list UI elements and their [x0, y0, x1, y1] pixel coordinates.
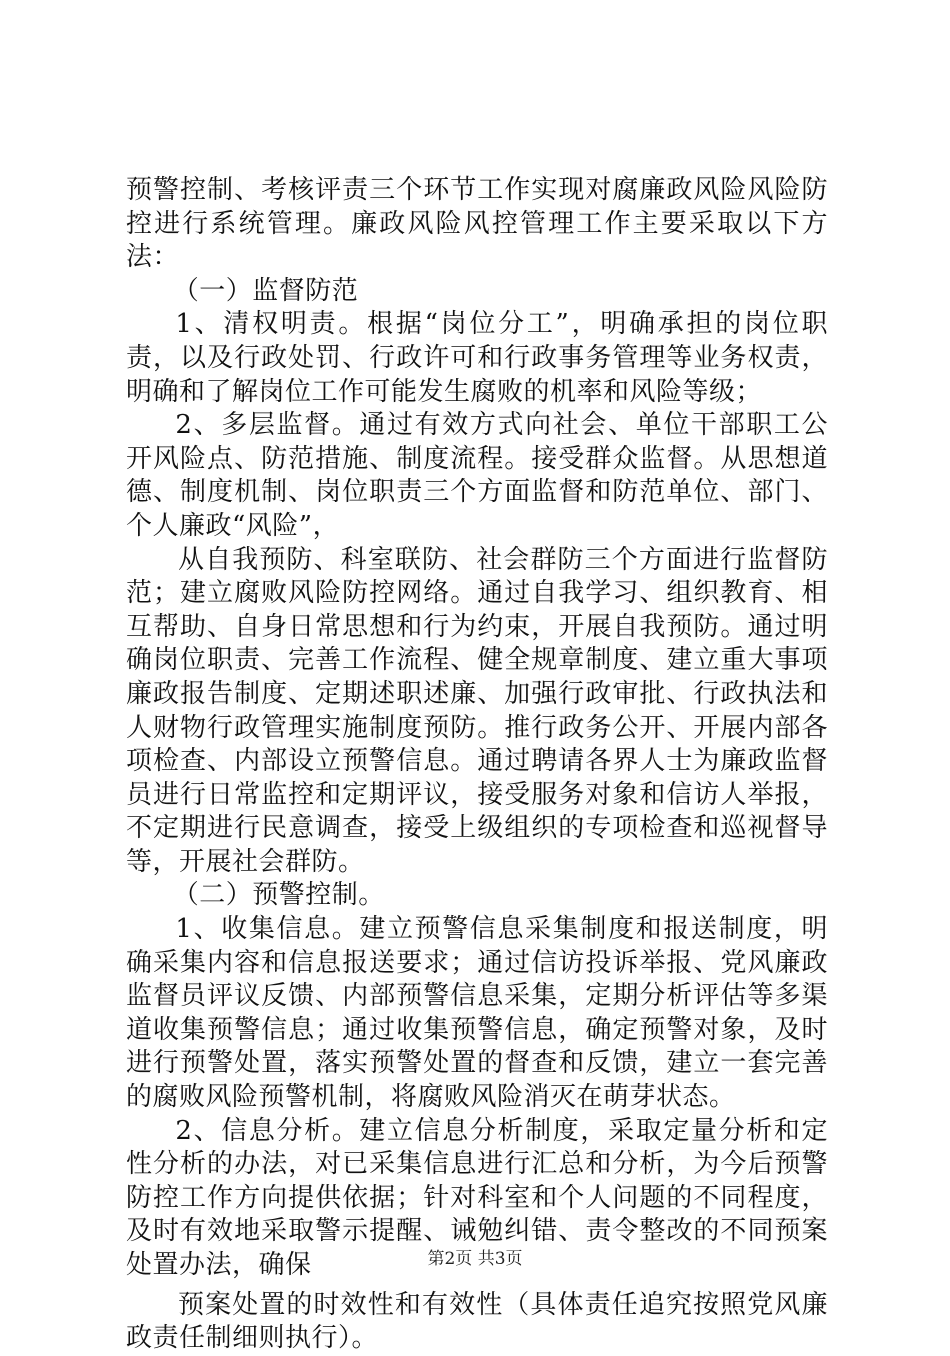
paragraph-clarify-duties: 1、清权明责。根据“岗位分工”，明确承担的岗位职责，以及行政处罚、行政许可和行政事务管理等业务权责，明确和了解岗位工作可能发生腐败的机率和风险等级；	[126, 309, 828, 407]
page-footer	[0, 1244, 950, 1269]
paragraph-prevention-network: 从自我预防、科室联防、社会群防三个方面进行监督防范；建立腐败风险防控网络。通过自我学习、组织教育、相互帮助、自身日常思想和行为约束，开展自我预防。通过明确岗位职责、完善工作流程、健全规章制度、建立重大事项廉政报告制度、定期述职述廉、加强行政审批、行政执法和人财物行政管理实施制度预防。推行政务公开、开展内部各项检查、内部设立预警信息。通过聘请各界人士为廉政监督员进行日常监控和定期评议，接受服务对象和信访人举报，不定期进行民意调查，接受上级组织的专项检查和巡视督导等，开展社会群防。	[126, 544, 828, 877]
page-number: 第2页 共3页	[427, 1249, 523, 1269]
paragraph-multi-level-supervision: 2、多层监督。通过有效方式向社会、单位干部职工公开风险点、防范措施、制度流程。接受群众监督。从思想道德、制度机制、岗位职责三个方面监督和防范单位、部门、个人廉政“风险”，	[126, 410, 828, 541]
paragraph-intro: 预警控制、考核评责三个环节工作实现对腐廉政风险风险防控进行系统管理。廉政风险风控管理工作主要采取以下方法：	[126, 175, 828, 273]
paragraph-information-analysis: 2、信息分析。建立信息分析制度，采取定量分析和定性分析的办法，对已采集信息进行汇总和分析，为今后预警防控工作方向提供依据；针对科室和个人问题的不同程度，及时有效地采取警示提醒、诫勉纠错、责令整改的不同预案处置办法，确保	[126, 1115, 828, 1280]
paragraph-collect-information: 1、收集信息。建立预警信息采集制度和报送制度，明确采集内容和信息报送要求；通过信访投诉举报、党风廉政监督员评议反馈、内部预警信息采集，定期分析评估等多渠道收集预警信息；通过收集预警信息，确定预警对象，及时进行预警处置，落实预警处置的督查和反馈，建立一套完善的腐败风险预警机制，将腐败风险消灭在萌芽状态。	[126, 914, 828, 1113]
document-body	[126, 174, 828, 1356]
section-heading-supervision: （一）监督防范	[172, 275, 359, 306]
section-heading-warning-control: （二）预警控制。	[172, 880, 385, 911]
paragraph-plan-handling: 预案处置的时效性和有效性（具体责任追究按照党风廉政责任制细则执行）。	[126, 1289, 828, 1354]
